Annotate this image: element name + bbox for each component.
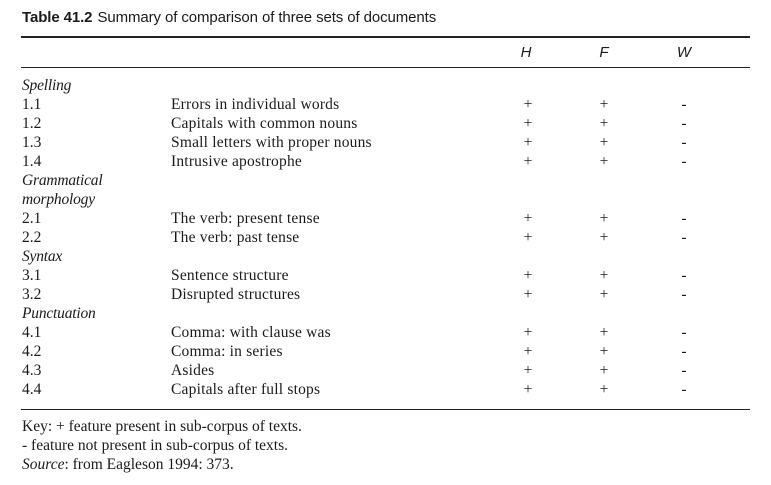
source-label: Source <box>22 456 65 473</box>
column-header-h: H <box>520 44 532 61</box>
row-number: 4.4 <box>22 381 42 398</box>
row-description: The verb: present tense <box>171 210 320 227</box>
table-row <box>0 228 771 247</box>
column-header-w: W <box>676 44 692 61</box>
row-description: Sentence structure <box>171 267 289 284</box>
mark-w: - <box>681 324 687 341</box>
table-row <box>0 266 771 285</box>
mark-w: - <box>681 229 687 246</box>
row-number: 1.4 <box>22 153 42 170</box>
mark-f: + <box>599 343 609 360</box>
row-description: Asides <box>171 362 215 379</box>
mark-h: + <box>523 153 533 170</box>
mark-f: + <box>599 362 609 379</box>
row-description: Comma: in series <box>171 343 283 360</box>
table-row <box>0 323 771 342</box>
header-rule <box>21 67 750 68</box>
mark-w: - <box>681 210 687 227</box>
mark-h: + <box>523 115 533 132</box>
row-description: Small letters with proper nouns <box>171 134 372 151</box>
table-row <box>0 152 771 171</box>
row-description: Capitals with common nouns <box>171 115 358 132</box>
mark-h: + <box>523 324 533 341</box>
table-row <box>0 209 771 228</box>
row-description: Intrusive apostrophe <box>171 153 302 170</box>
table-number: Table 41.2 <box>22 9 93 26</box>
section-label: Punctuation <box>22 305 96 322</box>
row-description: Comma: with clause was <box>171 324 331 341</box>
mark-f: + <box>599 324 609 341</box>
row-number: 3.1 <box>22 267 42 284</box>
mark-h: + <box>523 96 533 113</box>
mark-h: + <box>523 229 533 246</box>
section-header-row <box>0 76 771 95</box>
mark-h: + <box>523 343 533 360</box>
mark-w: - <box>681 267 687 284</box>
mark-w: - <box>681 115 687 132</box>
section-label: morphology <box>22 191 95 208</box>
row-description: Errors in individual words <box>171 96 340 113</box>
table-notes <box>22 417 302 474</box>
table-row <box>0 361 771 380</box>
row-description: Disrupted structures <box>171 286 301 303</box>
table-row <box>0 133 771 152</box>
row-number: 4.2 <box>22 343 42 360</box>
table-row <box>0 114 771 133</box>
table-row <box>0 342 771 361</box>
table-row <box>0 95 771 114</box>
mark-w: - <box>681 381 687 398</box>
row-number: 1.1 <box>22 96 42 113</box>
table-row <box>0 380 771 399</box>
bottom-rule <box>21 409 750 410</box>
mark-h: + <box>523 362 533 379</box>
source-text: : from Eagleson 1994: 373. <box>64 456 234 473</box>
mark-f: + <box>599 229 609 246</box>
mark-w: - <box>681 96 687 113</box>
row-description: The verb: past tense <box>171 229 300 246</box>
mark-f: + <box>599 96 609 113</box>
table-row <box>0 285 771 304</box>
row-description: Capitals after full stops <box>171 381 321 398</box>
mark-f: + <box>599 267 609 284</box>
mark-h: + <box>523 210 533 227</box>
section-header-row <box>0 171 771 190</box>
mark-h: + <box>523 286 533 303</box>
row-number: 1.3 <box>22 134 42 151</box>
section-label: Spelling <box>22 77 72 94</box>
table-title: Summary of comparison of three sets of documents <box>97 9 437 26</box>
top-rule <box>21 36 750 38</box>
row-number: 1.2 <box>22 115 42 132</box>
mark-f: + <box>599 153 609 170</box>
mark-f: + <box>599 115 609 132</box>
row-number: 2.2 <box>22 229 42 246</box>
row-number: 4.3 <box>22 362 42 379</box>
row-number: 4.1 <box>22 324 42 341</box>
mark-f: + <box>599 134 609 151</box>
section-label: Grammatical <box>22 172 103 189</box>
mark-w: - <box>681 153 687 170</box>
mark-h: + <box>523 381 533 398</box>
row-number: 2.1 <box>22 210 42 227</box>
mark-h: + <box>523 267 533 284</box>
mark-w: - <box>681 362 687 379</box>
column-header-f: F <box>599 44 609 61</box>
mark-f: + <box>599 286 609 303</box>
section-header-row <box>0 247 771 266</box>
source-note <box>22 455 302 474</box>
mark-f: + <box>599 210 609 227</box>
section-label: Syntax <box>22 248 63 265</box>
row-number: 3.2 <box>22 286 42 303</box>
mark-f: + <box>599 381 609 398</box>
key-minus-note: - feature not present in sub-corpus of texts. <box>22 437 289 454</box>
table-caption <box>22 9 436 26</box>
mark-w: - <box>681 343 687 360</box>
column-header-row <box>0 44 771 64</box>
mark-w: - <box>681 286 687 303</box>
section-header-row <box>0 304 771 323</box>
mark-w: - <box>681 134 687 151</box>
key-plus-note: Key: + feature present in sub-corpus of texts. <box>22 418 302 435</box>
section-header-row <box>0 190 771 209</box>
mark-h: + <box>523 134 533 151</box>
